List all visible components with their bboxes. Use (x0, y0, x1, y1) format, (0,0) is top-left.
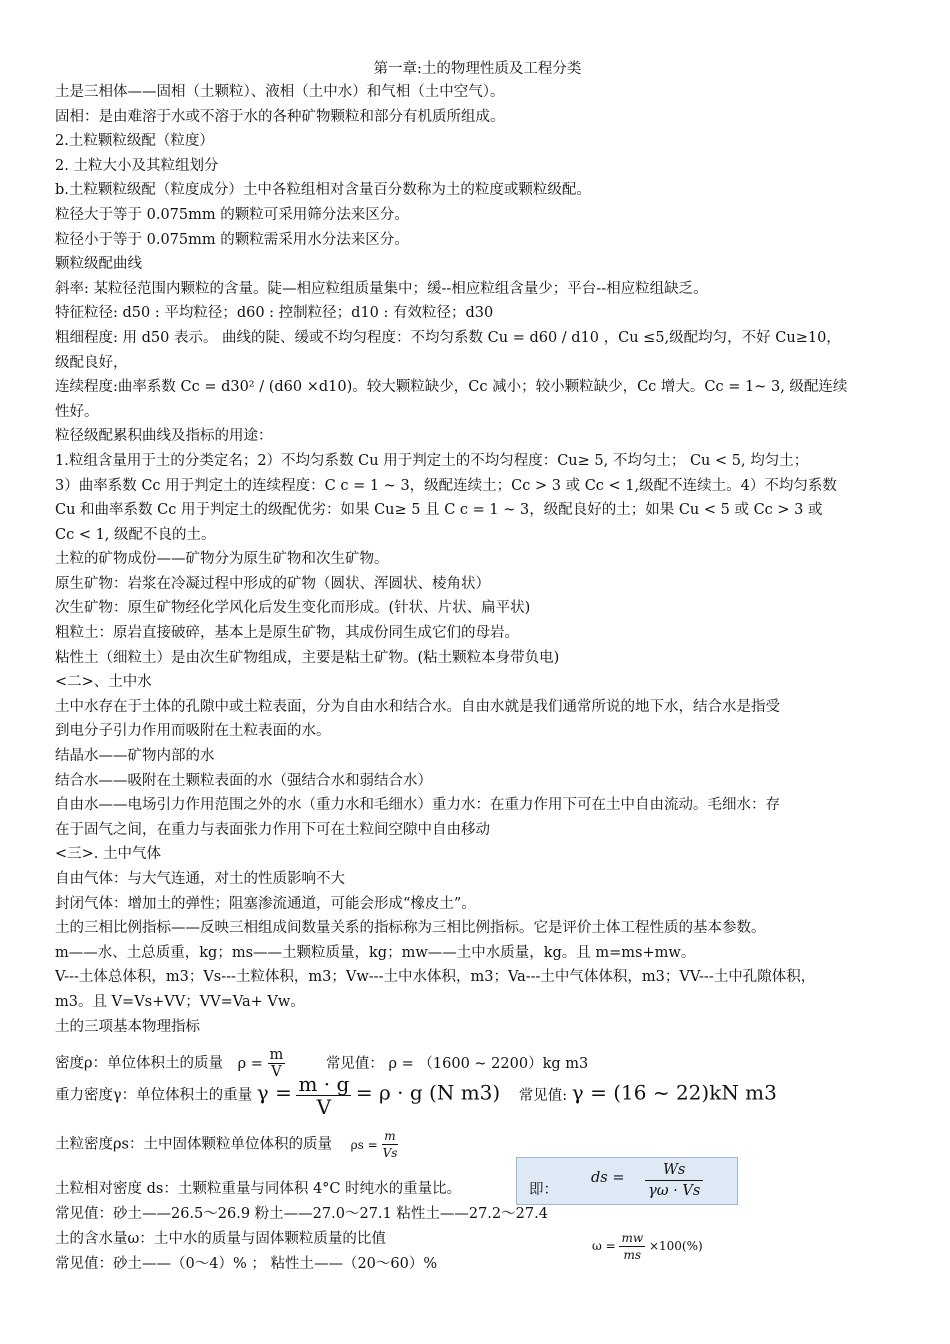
text-line: 2. 土粒大小及其粒组划分 (55, 157, 219, 174)
text-line: 粒径大于等于 0.075mm 的颗粒可采用筛分法来区分。 (55, 206, 409, 223)
text-line: 在于固气之间，在重力与表面张力作用下可在土粒间空隙中自由移动 (55, 821, 490, 838)
text-line: 土中水存在于土体的孔隙中或土粒表面，分为自由水和结合水。自由水就是我们通常所说的地下水，结合水是指受 (55, 698, 780, 715)
water-content-formula (592, 1230, 703, 1263)
density-label: 密度ρ：单位体积土的质量 (55, 1055, 224, 1072)
specific-gravity-box (516, 1157, 738, 1205)
text-line: 次生矿物：原生矿物经化学风化后发生变化而形成。(针状、片状、扁平状) (55, 600, 531, 617)
density-num: m (269, 1047, 284, 1063)
chapter-title: 第一章:土的物理性质及工程分类 (373, 61, 582, 77)
particle-density-label: 土粒密度ρs：土中固体颗粒单位体积的质量 (55, 1136, 332, 1153)
text-line: 土是三相体——固相（土颗粒）、液相（土中水）和气相（土中空气）。 (55, 84, 505, 100)
specific-gravity-fraction (645, 1160, 703, 1201)
body-text (55, 80, 900, 1039)
text-line: 1.粒组含量用于土的分类定名；2）不均匀系数 Cu 用于判定土的不均匀程度：Cu≥ 5, 不均匀土； Cu < 5, 均匀土； (55, 452, 809, 469)
particle-density-fraction (382, 1128, 397, 1161)
common-ds: 常见值：砂土——26.5～26.9 粉土——27.0～27.1 粘性土——27.2～27.4 (55, 1206, 548, 1222)
text-line: 斜率: 某粒径范围内颗粒的含量。陡—相应粒组质量集中；缓--相应粒组含量少；平台--相应粒组缺乏。 (55, 280, 708, 297)
specific-gravity-prefix: 即： (529, 1182, 558, 1198)
text-line: 到电分子引力作用而吸附在土粒表面的水。 (55, 723, 331, 740)
specific-gravity-label: 土粒相对密度 ds：土颗粒重量与同体积 4°C 时纯水的重量比。 (55, 1181, 462, 1197)
specific-gravity-den: γω · Vs (648, 1183, 701, 1199)
text-line: 结晶水——矿物内部的水 (55, 748, 215, 765)
unit-weight-num: m · g (298, 1072, 350, 1096)
text-line: <二>、土中水 (55, 674, 152, 691)
unit-weight-den: V (316, 1095, 332, 1119)
text-line: 土的三项基本物理指标 (55, 1018, 200, 1035)
text-line: 3）曲率系数 Cc 用于判定土的连续程度：C c = 1 ~ 3，级配连续土；Cc > 3 或 Cc < 1,级配不连续土。4）不均匀系数 (55, 477, 837, 494)
water-content-label: 土的含水量ω：土中水的质量与固体颗粒质量的比值 (55, 1231, 386, 1247)
text-line: 2.土粒颗粒级配（粒度） (55, 133, 214, 150)
text-line: Cu 和曲率系数 Cc 用于判定土的级配优劣：如果 Cu≥ 5 且 C c = 1 ~ 3，级配良好的土；如果 Cu < 5 或 Cc > 3 或 (55, 502, 823, 519)
text-line: Cc < 1, 级配不良的土。 (55, 526, 216, 543)
specific-gravity-lhs: ds = (591, 1170, 625, 1186)
unit-weight-fraction (296, 1073, 351, 1118)
unit-weight-rhs: = ρ · g (N m3) (355, 1080, 501, 1105)
text-line: 原生矿物：岩浆在冷凝过程中形成的矿物（圆状、浑圆状、棱角状） (55, 575, 490, 592)
water-content-rhs: ×100(%) (648, 1239, 703, 1253)
unit-weight-label: 重力密度γ：单位体积土的重量 (55, 1087, 253, 1104)
particle-density-lhs: ρs = (350, 1137, 378, 1152)
text-line: 土粒的矿物成份——矿物分为原生矿物和次生矿物。 (55, 551, 389, 568)
water-content-common: 常见值：砂土——（0～4）% ； 粘性土——（20～60）% (55, 1256, 438, 1272)
text-line: <三>. 土中气体 (55, 846, 162, 863)
text-line: 级配良好， (55, 354, 128, 371)
text-line: b.土粒颗粒级配（粒度成分）土中各粒组相对含量百分数称为土的粒度或颗粒级配。 (55, 182, 591, 199)
text-line: 粗细程度: 用 d50 表示。 曲线的陡、缓或不均匀程度：不均匀系数 Cu = d60 / d10 ，Cu ≤5,级配均匀，不好 Cu≥10， (55, 329, 841, 346)
water-content-num: mw (621, 1231, 644, 1245)
text-line: 粒径级配累积曲线及指标的用途： (55, 428, 273, 445)
water-content-lhs: ω = (592, 1239, 616, 1253)
unit-weight-common-label: 常见值: (518, 1087, 568, 1104)
specific-gravity-row (55, 1177, 461, 1198)
text-line: 粒径小于等于 0.075mm 的颗粒需采用水分法来区分。 (55, 231, 409, 248)
text-line: 土的三相比例指标——反映三相组成间数量关系的指标称为三相比例指标。它是评价土体工程性质的基本参数。 (55, 920, 766, 937)
particle-density-num: m (384, 1129, 396, 1143)
text-line: V---土体总体积，m3；Vs---土粒体积，m3；Vw---土中水体积，m3；Va---土中气体体积，m3；VV---土中孔隙体积， (55, 969, 816, 986)
document-page (55, 58, 900, 1039)
particle-density-row (55, 1128, 398, 1161)
density-common: 常见值： ρ = （1600 ~ 2200）kg m3 (325, 1055, 589, 1072)
density-den: V (271, 1064, 282, 1080)
text-line: 粗粒土：原岩直接破碎，基本上是原生矿物，其成份同生成它们的母岩。 (55, 625, 519, 642)
text-line: 封闭气体：增加土的弹性；阻塞渗流通道，可能会形成“橡皮土”。 (55, 895, 476, 912)
text-line: 固相：是由难溶于水或不溶于水的各种矿物颗粒和部分有机质所组成。 (55, 108, 505, 125)
text-line: 自由气体：与大气连通，对土的性质影响不大 (55, 871, 345, 887)
text-line: 颗粒级配曲线 (55, 256, 142, 273)
text-line: 自由水——电场引力作用范围之外的水（重力水和毛细水）重力水：在重力作用下可在土中自由流动。毛细水：存 (55, 797, 780, 814)
particle-density-den: Vs (382, 1146, 398, 1160)
unit-weight-row (55, 1073, 777, 1118)
density-lhs: ρ = (237, 1055, 263, 1072)
text-line: 性好。 (55, 403, 99, 420)
text-line: m3。且 V=Vs+VV；VV=Va+ Vw。 (55, 993, 305, 1010)
water-content-fraction (619, 1230, 645, 1263)
text-line: m——水、土总质重，kg；ms——土颗粒质量，kg；mw——土中水质量，kg。且 m=ms+mw。 (55, 944, 696, 961)
water-content-den: ms (623, 1248, 642, 1262)
specific-gravity-num: Ws (645, 1160, 703, 1181)
unit-weight-lhs: γ = (256, 1080, 292, 1105)
text-line: 粘性土（细粒土）是由次生矿物组成，主要是粘土矿物。(粘土颗粒本身带负电) (55, 649, 560, 666)
unit-weight-common-value: γ = (16 ~ 22)kN m3 (571, 1080, 777, 1105)
text-line: 特征粒径: d50 : 平均粒径；d60 : 控制粒径；d10 : 有效粒径；d30 (55, 305, 494, 322)
text-line: 结合水——吸附在土颗粒表面的水（强结合水和弱结合水） (55, 772, 432, 789)
text-line: 连续程度:曲率系数 Cc = d30² / (d60 ×d10)。较大颗粒缺少，Cc 减小；较小颗粒缺少，Cc 增大。Cc = 1~ 3, 级配连续 (55, 379, 848, 396)
